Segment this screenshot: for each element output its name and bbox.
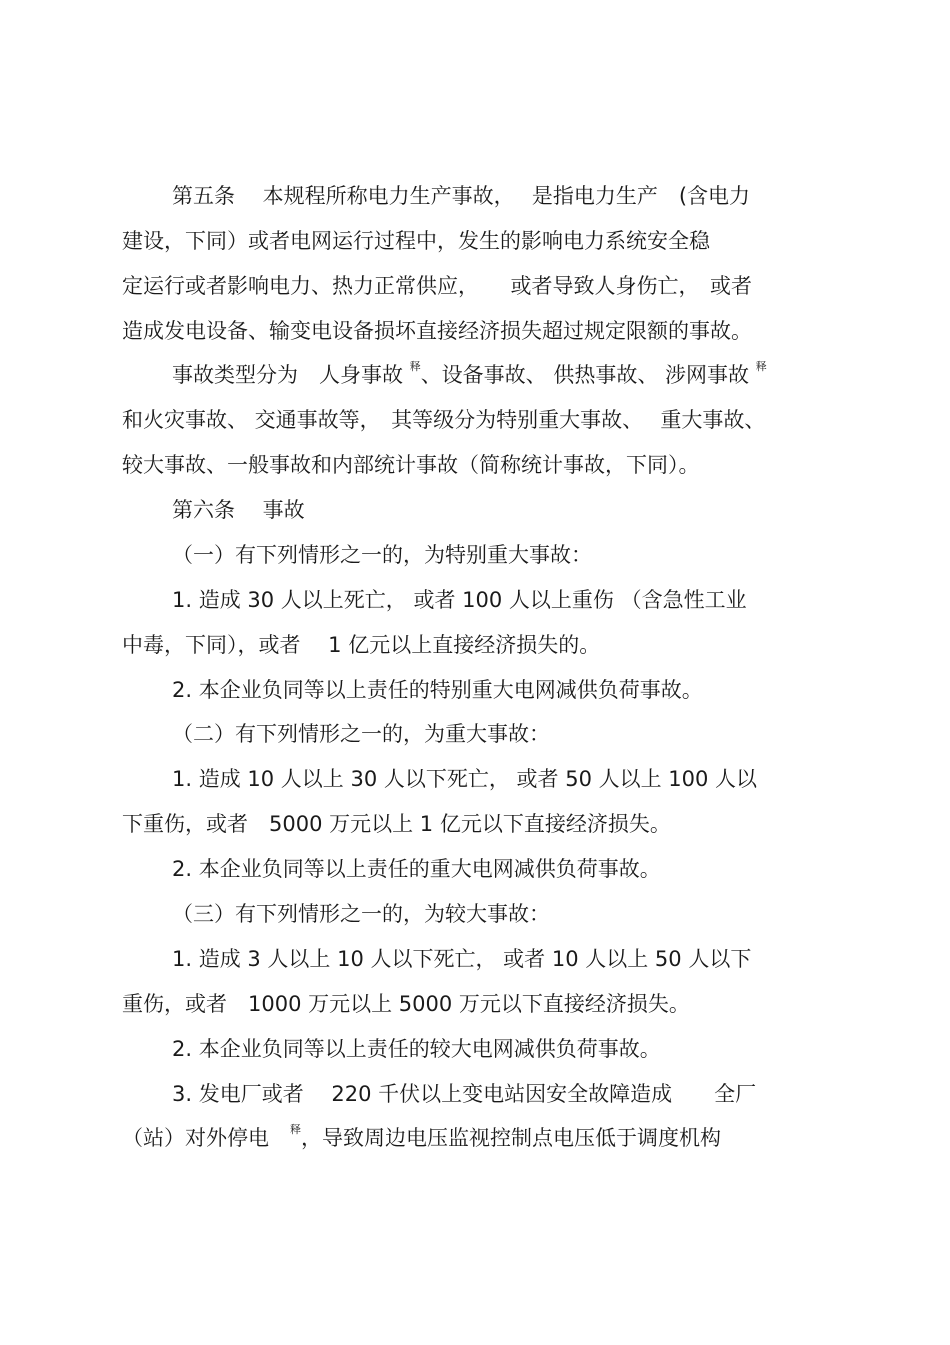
text-line: 1. 造成 30 人以上死亡， 或者 100 人以上重伤 （含急性工业 [172, 588, 747, 612]
footnote-marker: 释 [755, 360, 767, 373]
text-line: 第五条 本规程所称电力生产事故， 是指电力生产 (含电力 [172, 184, 751, 208]
text-line: 定运行或者影响电力、热力正常供应， 或者导致人身伤亡， 或者 [122, 274, 752, 298]
text-segment: （站）对外停电 [122, 1126, 290, 1150]
text-line: 下重伤，或者 5000 万元以上 1 亿元以下直接经济损失。 [122, 812, 671, 836]
text-line: 和火灾事故、 交通事故等， 其等级分为特别重大事故、 重大事故、 [122, 408, 766, 432]
text-line: （三）有下列情形之一的，为较大事故： [172, 902, 550, 926]
footnote-marker: 释 [409, 360, 421, 373]
footnote-marker: 释 [290, 1123, 301, 1136]
text-line: 建设，下同）或者电网运行过程中，发生的影响电力系统安全稳 [122, 229, 710, 253]
text-line: 较大事故、一般事故和内部统计事故（简称统计事故，下同）。 [122, 453, 700, 477]
text-line: 2. 本企业负同等以上责任的重大电网减供负荷事故。 [172, 857, 661, 881]
text-line: 造成发电设备、输变电设备损坏直接经济损失超过规定限额的事故。 [122, 319, 752, 343]
text-line: 2. 本企业负同等以上责任的特别重大电网减供负荷事故。 [172, 678, 703, 702]
text-segment: ，导致周边电压监视控制点电压低于调度机构 [301, 1126, 721, 1150]
text-line: 1. 造成 3 人以上 10 人以下死亡， 或者 10 人以上 50 人以下 [172, 947, 752, 971]
text-line: 3. 发电厂或者 220 千伏以上变电站因安全故障造成 全厂 [172, 1082, 757, 1106]
text-line [172, 357, 767, 393]
text-line: 2. 本企业负同等以上责任的较大电网减供负荷事故。 [172, 1037, 661, 1061]
text-line: （一）有下列情形之一的，为特别重大事故： [172, 543, 592, 567]
text-line: 重伤，或者 1000 万元以上 5000 万元以下直接经济损失。 [122, 992, 690, 1016]
text-line: 1. 造成 10 人以上 30 人以下死亡， 或者 50 人以上 100 人以 [172, 767, 758, 791]
text-line: （二）有下列情形之一的，为重大事故： [172, 722, 550, 746]
text-line: 中毒，下同），或者 1 亿元以上直接经济损失的。 [122, 633, 601, 657]
text-line: 第六条 事故 [172, 498, 305, 522]
text-segment: 、设备事故、 供热事故、 涉网事故 [420, 363, 756, 387]
text-line [122, 1120, 721, 1156]
text-segment: 事故类型分为 人身事故 [172, 363, 410, 387]
